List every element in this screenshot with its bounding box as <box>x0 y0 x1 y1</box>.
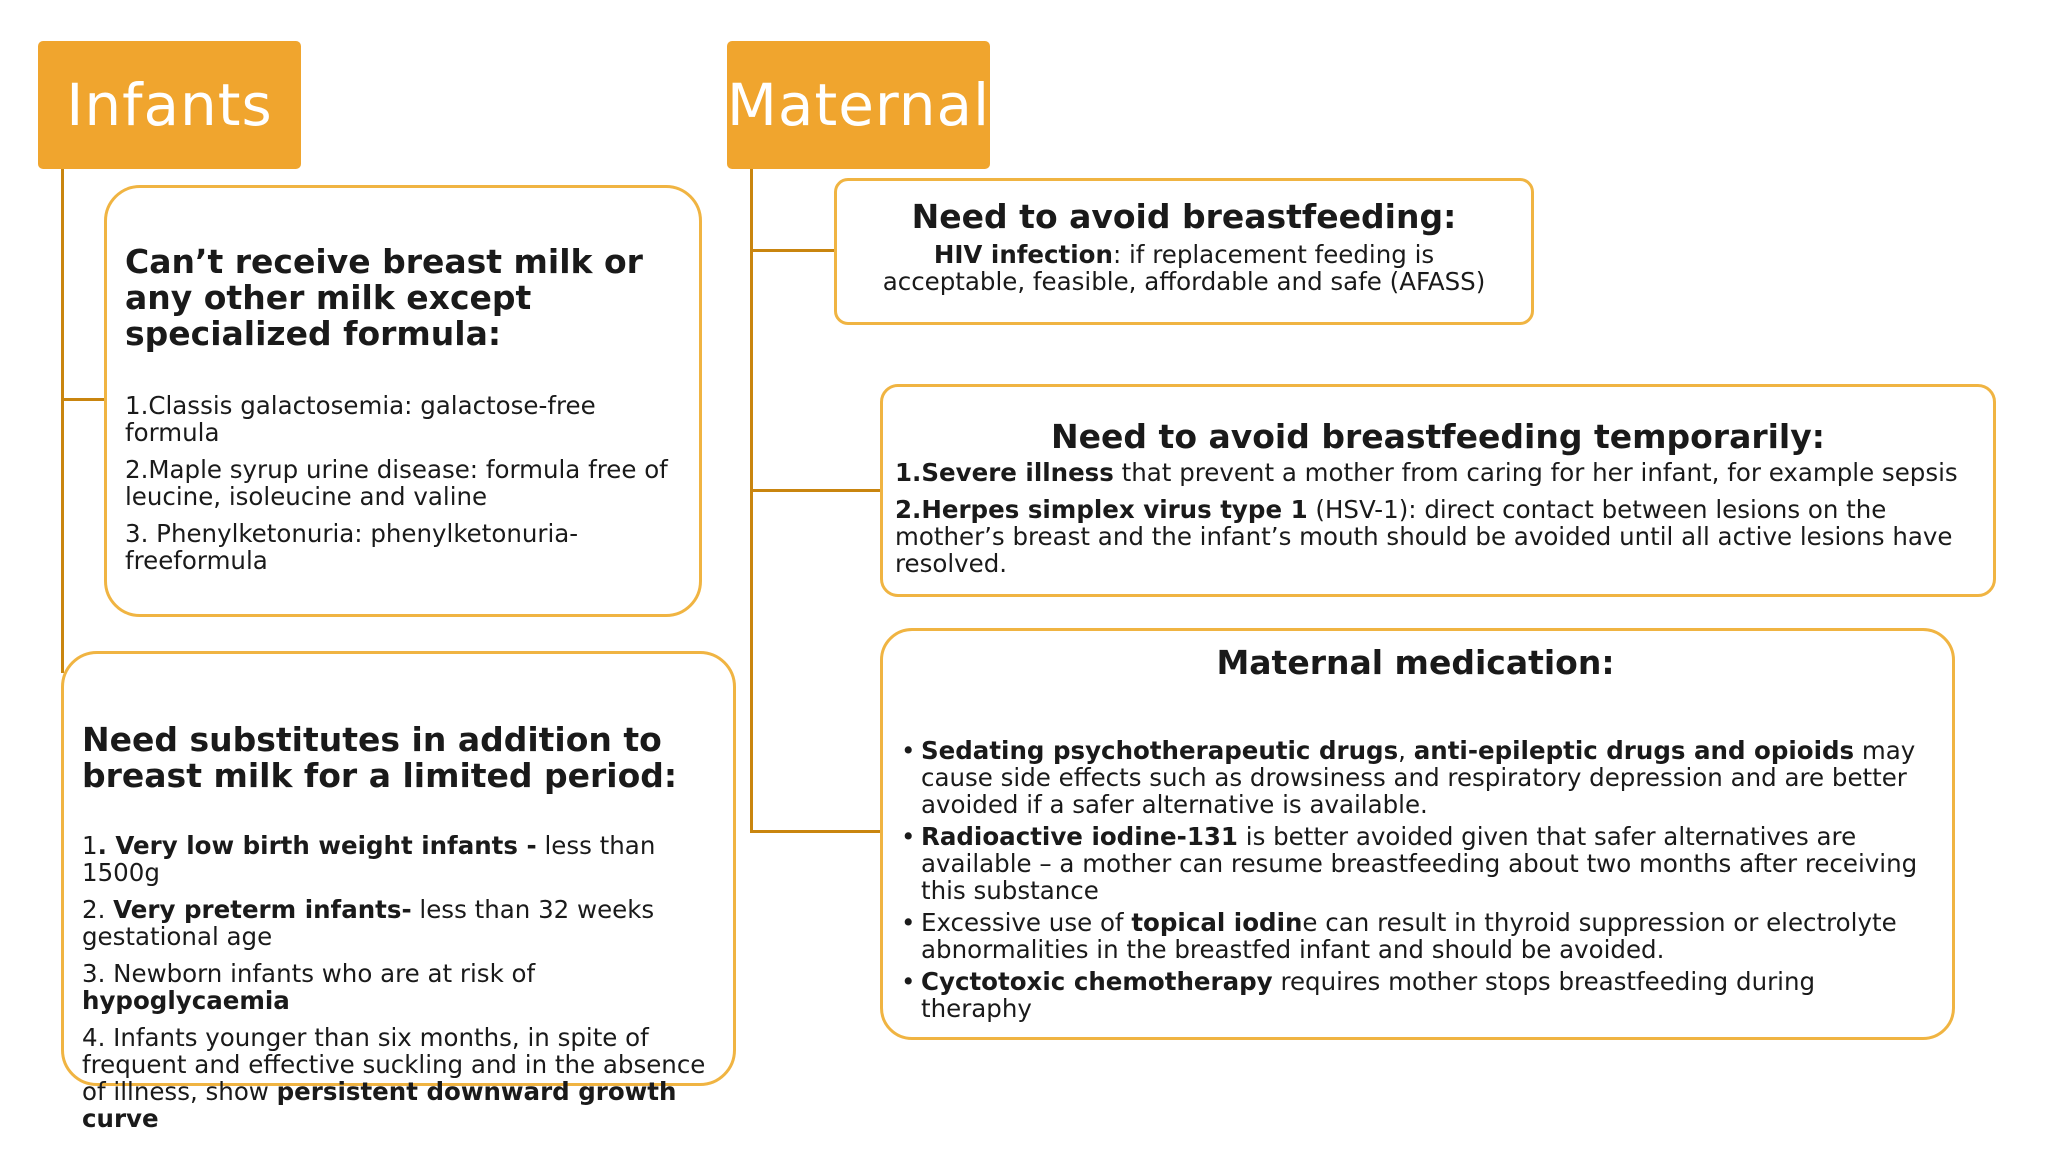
infants-box2-item-2: 2. Very preterm infants- less than 32 weeks gestational age <box>82 895 655 951</box>
maternal-header-label: Maternal <box>726 71 991 139</box>
infants-box2-item-1: 1. Very low birth weight infants - less than 1500g <box>82 831 656 887</box>
infants-box2-item-3: 3. Newborn infants who are at risk of hypoglycaemia <box>82 959 536 1015</box>
maternal-box-avoid <box>834 178 1534 325</box>
maternal-box1-text: HIV infection: if replacement feeding is acceptable, feasible, affordable and safe (AFASS) <box>882 240 1486 296</box>
infants-box-substitutes <box>61 651 736 1133</box>
medication-item-4: • Cyctotoxic chemotherapy requires mother stops breastfeeding during theraphy <box>901 967 1816 1023</box>
medication-item-1: • Sedating psychotherapeutic drugs, anti-epileptic drugs and opioids may cause side effects such as drowsiness and respiratory depression and are better avoided if a safer alternative is available. <box>901 736 1916 819</box>
maternal-box2-item-2: 2.Herpes simplex virus type 1 (HSV-1): direct contact between lesions on the mother’s breast and the infant’s mouth should be avoided until all active lesions have resolved. <box>895 495 1953 578</box>
infants-header-label: Infants <box>66 71 273 139</box>
infants-box2-item-4: 4. Infants younger than six months, in spite of frequent and effective suckling and in the absence of illness, show persistent downward growth curve <box>82 1023 706 1133</box>
infants-trunk-line <box>61 168 64 673</box>
maternal-box1-title: Need to avoid breastfeeding: <box>911 197 1457 236</box>
infants-box1-item-2: 2.Maple syrup urine disease: formula free of leucine, isoleucine and valine <box>125 455 668 511</box>
infants-box1-item-1: 1.Classis galactosemia: galactose-free formula <box>125 391 596 447</box>
medication-item-3: • Excessive use of topical iodine can result in thyroid suppression or electrolyte abnormalities in the breastfed infant and should be avoided. <box>901 908 1897 964</box>
medication-item-2: • Radioactive iodine-131 is better avoided given that safer alternatives are available – a mother can resume breastfeeding about two months after receiving this substance <box>901 822 1918 905</box>
infants-box1-item-3: 3. Phenylketonuria: phenylketonuria-freeformula <box>125 519 579 575</box>
maternal-box2-title: Need to avoid breastfeeding temporarily: <box>1051 417 1825 456</box>
maternal-branch-line-2 <box>750 489 882 492</box>
maternal-box-medication <box>880 628 1955 1040</box>
maternal-header <box>727 41 990 169</box>
medication-list <box>901 737 1930 1022</box>
infants-box-specialized-formula <box>104 185 702 617</box>
maternal-box3-title: Maternal medication: <box>1216 643 1615 682</box>
infants-box1-title: Can’t receive breast milk or any other milk except specialized formula: <box>125 242 643 353</box>
maternal-trunk-line <box>750 168 753 832</box>
maternal-box2-item-1: 1.Severe illness that prevent a mother from caring for her infant, for example sepsis <box>895 458 1958 487</box>
maternal-branch-line-3 <box>750 830 882 833</box>
maternal-box-avoid-temporarily <box>880 384 1996 597</box>
maternal-branch-line-1 <box>750 249 835 252</box>
infants-branch-line-1 <box>61 398 105 401</box>
infants-header <box>38 41 301 169</box>
infants-box2-title: Need substitutes in addition to breast milk for a limited period: <box>82 720 678 795</box>
